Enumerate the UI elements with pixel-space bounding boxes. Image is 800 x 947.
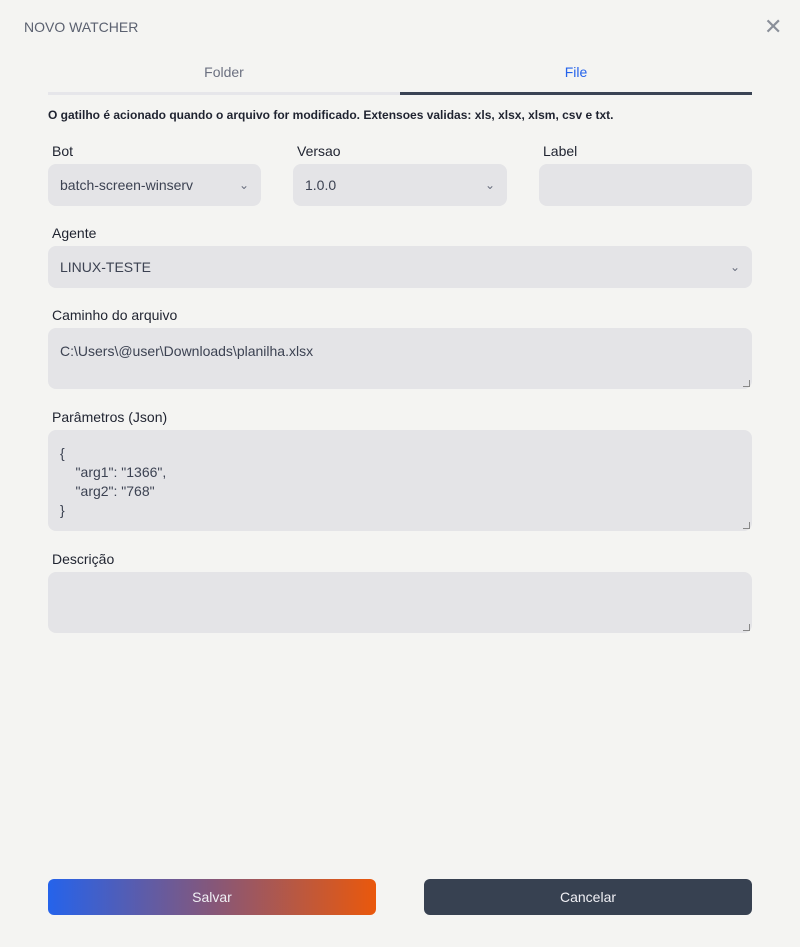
versao-select[interactable] — [293, 164, 507, 206]
caminho-value: C:\Users\@user\Downloads\planilha.xlsx — [60, 343, 314, 359]
bot-value: batch-screen-winserv — [60, 177, 194, 193]
hint-text: O gatilho é acionado quando o arquivo for modificado. Extensoes validas: xls, xlsx, xlsm, csv e txt. — [48, 108, 614, 122]
bot-label: Bot — [52, 143, 74, 159]
descricao-label: Descrição — [52, 551, 115, 567]
parametros-label: Parâmetros (Json) — [52, 409, 168, 425]
agente-value: LINUX-TESTE — [60, 259, 152, 275]
cancel-button[interactable]: Cancelar — [424, 879, 752, 915]
chevron-down-icon: ⌄ — [484, 178, 495, 192]
close-icon[interactable]: ✕ — [764, 14, 783, 39]
chevron-down-icon: ⌄ — [729, 260, 740, 274]
descricao-textarea[interactable] — [48, 572, 752, 633]
tab-bar — [48, 64, 752, 95]
agente-select[interactable] — [48, 246, 752, 288]
tab-file[interactable]: File — [400, 64, 752, 95]
chevron-down-icon: ⌄ — [238, 178, 249, 192]
label-label: Label — [543, 143, 578, 159]
caminho-textarea[interactable] — [48, 328, 752, 389]
versao-label: Versao — [297, 143, 341, 159]
resize-handle[interactable] — [743, 522, 750, 529]
parametros-value: { "arg1": "1366", "arg2": "768" } — [60, 445, 167, 518]
caminho-label: Caminho do arquivo — [52, 307, 178, 323]
resize-handle[interactable] — [743, 624, 750, 631]
tab-folder[interactable]: Folder — [48, 64, 400, 95]
bot-select[interactable] — [48, 164, 261, 206]
agente-label: Agente — [52, 225, 97, 241]
parametros-textarea[interactable] — [48, 430, 752, 531]
label-input[interactable] — [539, 164, 752, 206]
save-button[interactable]: Salvar — [48, 879, 376, 915]
dialog-title: NOVO WATCHER — [24, 19, 139, 35]
versao-value: 1.0.0 — [305, 177, 337, 193]
resize-handle[interactable] — [743, 380, 750, 387]
